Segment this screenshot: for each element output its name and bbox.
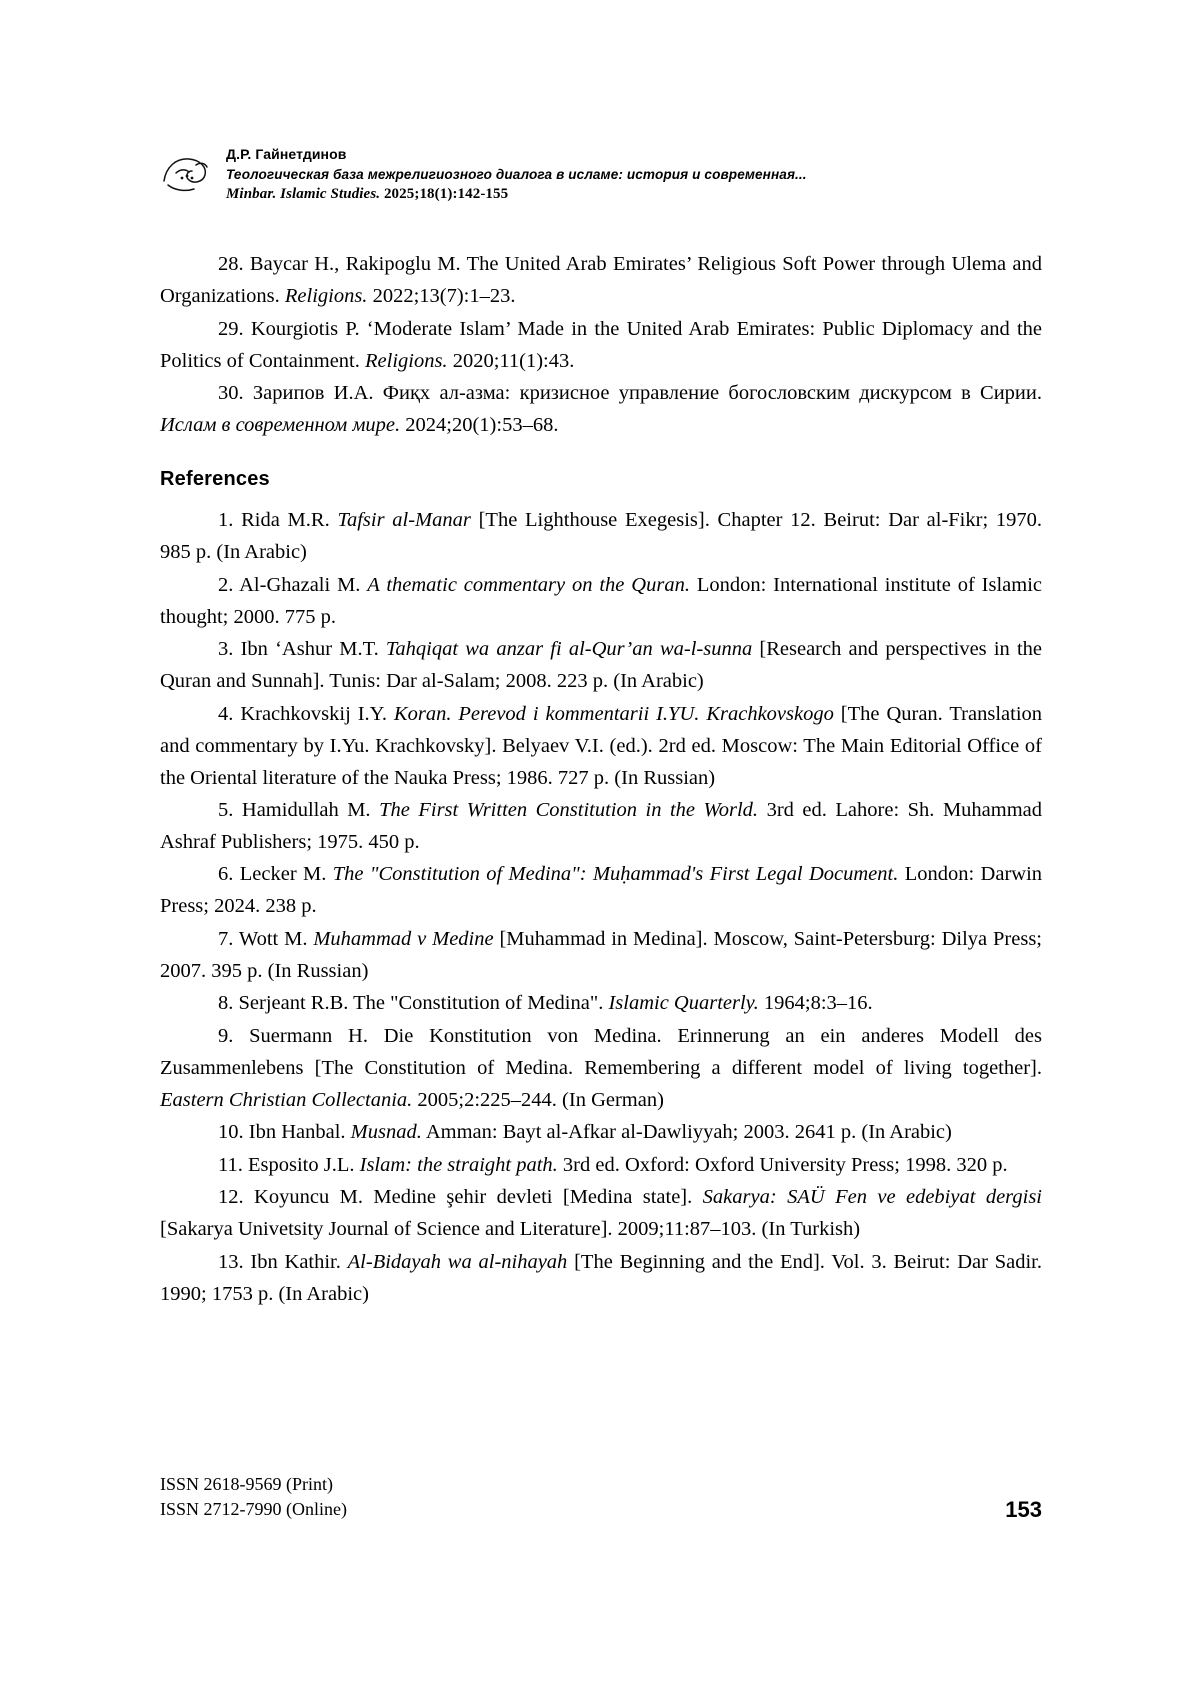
reference-number: 29. — [218, 317, 251, 340]
runhead-author: Д.Р. Гайнетдинов — [226, 146, 347, 162]
page-content — [160, 145, 1042, 1311]
reference-text: Al-Ghazali M. — [239, 573, 368, 596]
reference-title-italic: Islamic Quarterly. — [608, 992, 759, 1015]
reference-text: 1964;8:3–16. — [758, 992, 873, 1015]
reference-text: [The Lighthouse Exegesis]. Chapter 12. Beirut: Dar al-Fikr; 1970. 985 p. (In Arabic) — [160, 509, 1043, 564]
reference-number: 4. — [218, 702, 241, 725]
runhead-article-title: Теологическая база межрелигиозного диалога в исламе: история и современная... — [226, 166, 807, 182]
arabic-calligraphy-logo-icon — [160, 145, 216, 195]
reference-entry — [160, 988, 1042, 1020]
reference-text: Amman: Bayt al-Afkar al-Dawliyyah; 2003. 2641 p. (In Arabic) — [421, 1121, 952, 1144]
reference-number: 30. — [218, 382, 253, 405]
issn-block — [160, 1472, 347, 1523]
reference-text: Koyuncu M. Medine şehir devleti [Medina state]. — [254, 1186, 703, 1209]
reference-text: Kourgiotis P. ‘Moderate Islam’ Made in the United Arab Emirates: Public Diplomacy and the Politics of Containment. — [160, 317, 1042, 372]
reference-entry — [160, 1150, 1042, 1182]
reference-text: 2020;11(1):43. — [447, 349, 575, 372]
reference-entry — [160, 1182, 1042, 1246]
reference-number: 5. — [218, 799, 242, 821]
issn-online: ISSN 2712-7990 (Online) — [160, 1499, 347, 1520]
reference-text: [Muhammad in Medina]. Moscow, Saint-Petersburg: Dilya Press; 2007. 395 p. (In Russian) — [160, 927, 1042, 982]
page-footer — [160, 1472, 1042, 1523]
reference-title-italic: Islam: the straight path. — [359, 1153, 558, 1176]
reference-entry — [160, 249, 1042, 313]
reference-text: Serjeant R.B. The "Constitution of Medina". — [238, 992, 609, 1015]
runhead-journal-citation — [226, 184, 1042, 205]
reference-text: London: Darwin Press; 2024. 238 p. — [160, 863, 1043, 918]
reference-entry — [160, 634, 1042, 698]
reference-title-italic: Tahqiqat wa anzar fi al-Qur’an wa-l-sunna — [385, 638, 753, 661]
reference-number: 9. — [218, 1024, 250, 1047]
reference-title-italic: Religions. — [365, 349, 448, 372]
reference-entry — [160, 378, 1042, 442]
reference-text: Wott M. — [238, 927, 314, 950]
runhead-journal-name: Minbar. Islamic Studies. — [226, 186, 381, 203]
reference-number: 3. — [218, 638, 241, 661]
reference-title-italic: Koran. Perevod i kommentarii I.YU. Krachkovskogo — [393, 702, 834, 725]
reference-entry — [160, 1021, 1042, 1117]
reference-number: 2. — [218, 573, 240, 596]
reference-text: [The Quran. Translation and commentary by I.Yu. Krachkovsky]. Belyaev V.I. (ed.). 2rd ed. Moscow: The Main Editorial Office of the Oriental literature of the Nauka Press; 1986. 727 p. (In Russian) — [160, 702, 1043, 789]
reference-text: Ibn Hanbal. — [248, 1121, 351, 1144]
reference-text: Lecker M. — [239, 863, 333, 886]
reference-text: Suermann H. Die Konstitution von Medina. Erinnerung an ein anderes Modell des Zusammenlebens [The Constitution of Medina. Remembering a different model of living together]. — [160, 1024, 1043, 1079]
reference-text: Hamidullah M. — [241, 799, 380, 821]
reference-title-italic: The "Constitution of Medina": Muḥammad's First Legal Document. — [332, 863, 899, 886]
cyrillic-reference-list — [160, 249, 1042, 442]
reference-text: Ibn ‘Ashur M.T. — [240, 638, 386, 661]
issn-print: ISSN 2618-9569 (Print) — [160, 1473, 334, 1494]
reference-text: 3rd ed. Oxford: Oxford University Press; 1998. 320 p. — [557, 1153, 1008, 1176]
reference-number: 7. — [218, 927, 239, 950]
reference-text: Ibn Kathir. — [250, 1250, 348, 1273]
reference-text: 2005;2:225–244. (In German) — [412, 1088, 664, 1111]
reference-text: [Sakarya Univetsity Journal of Science and Literature]. 2009;11:87–103. (In Turkish) — [160, 1218, 861, 1241]
reference-number: 28. — [218, 253, 250, 276]
runhead-journal-issue: 2025;18(1):142-155 — [380, 186, 509, 203]
reference-text: Rida M.R. — [241, 509, 338, 532]
page-number: 153 — [1005, 1497, 1042, 1522]
reference-entry — [160, 859, 1042, 923]
reference-text: Зарипов И.А. Фиқх ал-азма: кризисное управление богословским дискурсом в Сирии. — [252, 382, 1042, 405]
reference-text: 2022;13(7):1–23. — [367, 285, 516, 308]
reference-entry — [160, 699, 1042, 795]
reference-number: 13. — [218, 1250, 251, 1273]
reference-text: Esposito J.L. — [248, 1153, 360, 1176]
reference-entry — [160, 570, 1042, 634]
reference-text: [Research and perspectives in the Quran and Sunnah]. Tunis: Dar al-Salam; 2008. 223 p. (In Arabic) — [160, 638, 1043, 693]
reference-text: Krachkovskij I.Y. — [240, 702, 394, 725]
reference-number: 6. — [218, 863, 240, 886]
reference-title-italic: Ислам в современном мире. — [160, 414, 401, 437]
reference-title-italic: The First Written Constitution in the World. — [379, 799, 759, 821]
reference-entry — [160, 924, 1042, 988]
reference-title-italic: Sakarya: SAÜ Fen ve edebiyat dergisi — [702, 1186, 1043, 1209]
references-list — [160, 505, 1042, 1310]
reference-text: [The Beginning and the End]. Vol. 3. Beirut: Dar Sadir. 1990; 1753 p. (In Arabic) — [160, 1250, 1042, 1305]
reference-title-italic: A thematic commentary on the Quran. — [367, 573, 690, 596]
reference-title-italic: Religions. — [284, 285, 368, 308]
reference-text: 2024;20(1):53–68. — [400, 414, 559, 437]
reference-number: 10. — [218, 1121, 249, 1144]
running-head — [160, 145, 1042, 205]
reference-text: Baycar H., Rakipoglu M. The United Arab Emirates’ Religious Soft Power through Ulema and Organizations. — [160, 253, 1042, 308]
reference-number: 11. — [218, 1153, 248, 1176]
reference-number: 8. — [218, 992, 239, 1015]
reference-title-italic: Muhammad v Medine — [313, 927, 494, 950]
reference-title-italic: Tafsir al-Manar — [337, 509, 471, 532]
reference-entry — [160, 1247, 1042, 1311]
reference-title-italic: Al-Bidayah wa al-nihayah — [347, 1250, 568, 1273]
references-heading: References — [160, 468, 270, 491]
reference-number: 1. — [218, 509, 242, 532]
reference-entry — [160, 314, 1042, 378]
reference-entry — [160, 1117, 1042, 1149]
reference-number: 12. — [218, 1186, 255, 1209]
reference-title-italic: Musnad. — [350, 1121, 422, 1144]
reference-entry — [160, 505, 1042, 569]
reference-title-italic: Eastern Christian Collectania. — [160, 1088, 413, 1111]
reference-entry — [160, 795, 1042, 859]
reference-text: London: International institute of Islamic thought; 2000. 775 p. — [160, 573, 1042, 628]
reference-text: 3rd ed. Lahore: Sh. Muhammad Ashraf Publishers; 1975. 450 p. — [160, 799, 1043, 853]
